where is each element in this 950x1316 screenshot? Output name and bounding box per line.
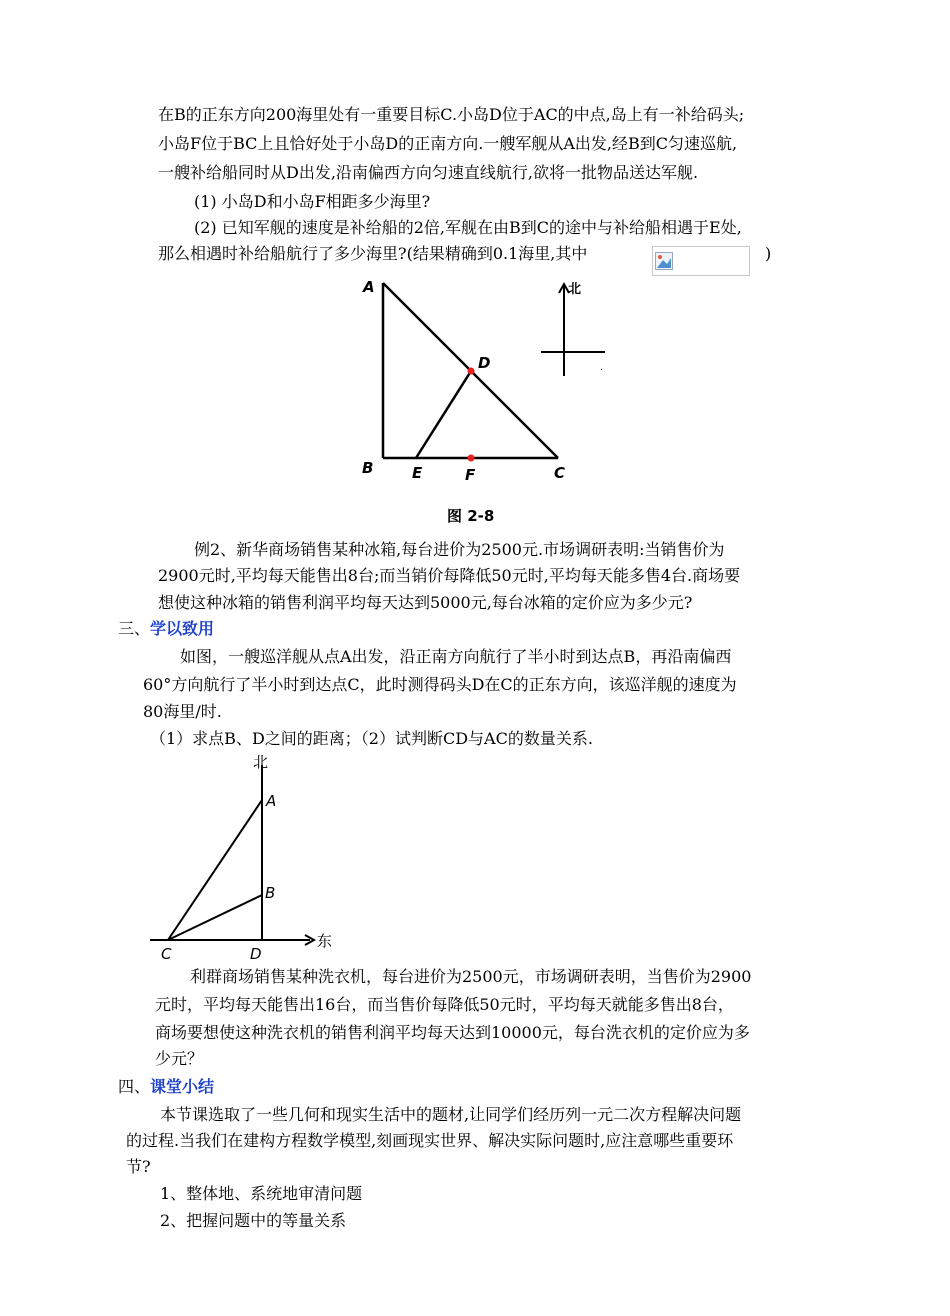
text-line: 的过程.当我们在建构方程数学模型,刻画现实世界、解决实际问题时,应注意哪些重要环 [126, 1131, 734, 1150]
section-number: 四、 [118, 1077, 151, 1096]
section-title: 学以致用 [150, 619, 215, 638]
figure-caption: 图 2-8 [447, 507, 495, 525]
text-line: 如图，一艘巡洋舰从点A出发，沿正南方向航行了半小时到达点B，再沿南偏西 [180, 647, 732, 666]
label-d: D [478, 354, 491, 372]
text-line: 元时，平均每天能售出16台，而当售价每降低50元时，平均每天就能多售出8台， [155, 995, 734, 1014]
figure-2-8 [0, 0, 950, 540]
list-item: 1、整体地、系统地审清问题 [160, 1184, 363, 1203]
section-number: 三、 [118, 619, 151, 638]
section-title: 课堂小结 [150, 1077, 215, 1096]
label-a: A [266, 792, 277, 810]
label-north: 北 [568, 282, 582, 297]
label-b: B [362, 459, 374, 477]
point-f [468, 455, 475, 462]
text-line: 80海里/时. [143, 702, 222, 721]
compass-mark: . [600, 362, 604, 373]
text-line: 2900元时,平均每天能售出8台;而当销价每降低50元时,平均每天能多售4台.商场要 [158, 566, 741, 585]
label-c: C [554, 464, 566, 482]
list-item: 2、把握问题中的等量关系 [160, 1211, 347, 1230]
text-line: （1）求点B、D之间的距离；（2）试判断CD与AC的数量关系. [150, 729, 593, 748]
question-2-close: ) [765, 244, 772, 263]
label-east: 东 [317, 932, 333, 950]
segment-de [416, 371, 471, 458]
text-line: 小岛F位于BC上且恰好处于小岛D的正南方向.一艘军舰从A出发,经B到C匀速巡航, [158, 134, 738, 153]
section-heading [118, 1077, 214, 1097]
question-2-line: (2) 已知军舰的速度是补给船的2倍,军舰在由B到C的途中与补给船相遇于E处, [194, 218, 742, 237]
question-2-line: 那么相遇时补给船航行了多少海里?(结果精确到0.1海里,其中 [158, 244, 588, 263]
text-line: 本节课选取了一些几何和现实生活中的题材,让同学们经历列一元二次方程解决问题 [160, 1105, 742, 1124]
segment-ac [168, 800, 262, 940]
point-d [468, 368, 475, 375]
figure-cruiser [0, 745, 950, 965]
text-line: 60°方向航行了半小时到达点C，此时测得码头D在C的正东方向，该巡洋舰的速度为 [143, 675, 737, 694]
question-1: (1) 小岛D和小岛F相距多少海里? [194, 192, 431, 211]
label-b: B [265, 884, 276, 902]
text-line: 例2、新华商场销售某种冰箱,每台进价为2500元.市场调研表明:当销售价为 [194, 540, 725, 559]
text-line: 节? [126, 1157, 151, 1176]
text-line: 商场要想使这种洗衣机的销售利润平均每天达到10000元，每台洗衣机的定价应为多 [155, 1023, 750, 1042]
label-a: A [363, 278, 375, 296]
text-line: 少元？ [155, 1049, 204, 1068]
label-c: C [161, 945, 172, 963]
text-line: 想使这种冰箱的销售利润平均每天达到5000元,每台冰箱的定价应为多少元? [158, 593, 693, 612]
compass-icon [541, 284, 605, 376]
text-line: 利群商场销售某种洗衣机，每台进价为2500元，市场调研表明，当售价为2900 [190, 967, 752, 986]
text-line: 一艘补给船同时从D出发,沿南偏西方向匀速直线航行,欲将一批物品送达军舰. [158, 163, 699, 182]
label-north: 北 [253, 753, 269, 771]
label-f: F [465, 466, 476, 484]
label-e: E [412, 464, 423, 482]
text-line: 在B的正东方向200海里处有一重要目标C.小岛D位于AC的中点,岛上有一补给码头; [158, 105, 745, 124]
label-d: D [250, 945, 262, 963]
section-heading [118, 619, 214, 639]
